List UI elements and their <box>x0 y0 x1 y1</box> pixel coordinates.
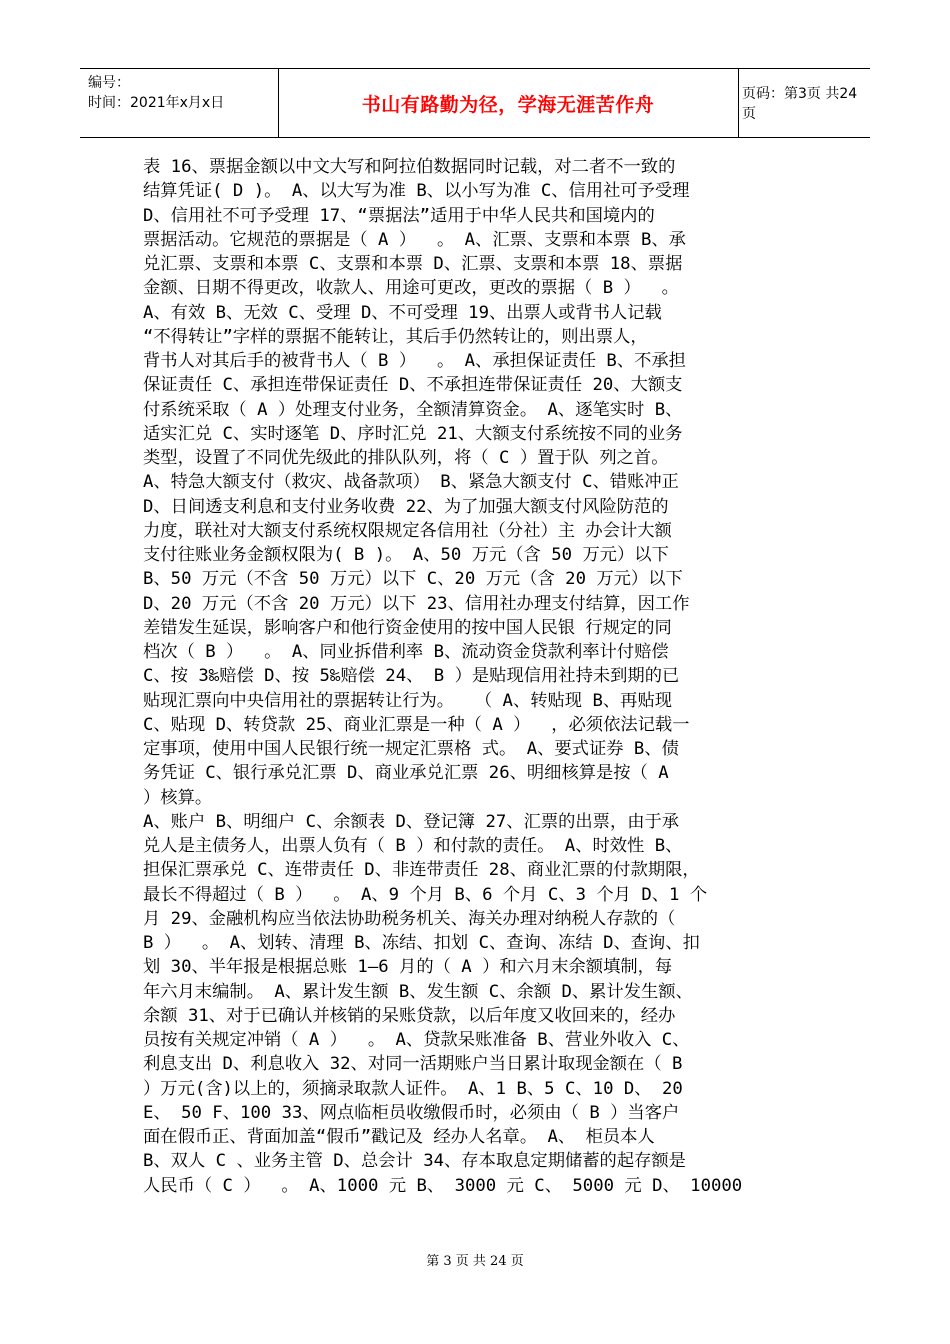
text-line: D、20 万元（不含 20 万元）以下 23、信用社办理支付结算，因工作 <box>143 593 690 614</box>
page-footer: 第 3 页 共 24 页 <box>426 1254 524 1269</box>
text-line: 结算凭证( D )。 A、以大写为准 B、以小写为准 C、信用社可予受理 <box>143 181 690 202</box>
text-line: 付系统采取（ A ）处理支付业务，全额清算资金。 A、逐笔实时 B、 <box>143 399 683 420</box>
text-line: B ） 。 A、划转、清理 B、冻结、扣划 C、查询、冻结 D、查询、扣 <box>143 933 700 953</box>
text-line: 力度，联社对大额支付系统权限规定各信用社（分社）主 办会计大额 <box>143 520 672 541</box>
text-line: 金额、日期不得更改，收款人、用途可更改，更改的票据（ B ） 。 <box>143 278 679 299</box>
text-line: C、按 3‰赔偿 D、按 5‰赔偿 24、 B ）是贴现信用社持未到期的已 <box>143 666 680 687</box>
text-line: A、账户 B、明细户 C、余额表 D、登记簿 27、汇票的出票，由于承 <box>143 811 680 832</box>
text-line: 保证责任 C、承担连带保证责任 D、不承担连带保证责任 20、大额支 <box>143 375 683 396</box>
text-line: 兑汇票、支票和本票 C、支票和本票 D、汇票、支票和本票 18、票据 <box>143 254 683 274</box>
text-line: 支付往账业务金额权限为( B )。 A、50 万元（含 50 万元）以下 <box>143 545 669 565</box>
text-line: 余额 31、对于已确认并核销的呆账贷款，以后年度又收回来的，经办 <box>143 1005 676 1026</box>
header-left <box>88 73 288 113</box>
text-line: 划 30、半年报是根据总账 1—6 月的（ A ）和六月末余额填制，每 <box>143 957 673 978</box>
text-line: B、50 万元（不含 50 万元）以下 C、20 万元（含 20 万元）以下 <box>143 569 683 590</box>
text-line: 表 16、票据金额以中文大写和阿拉伯数据同时记载，对二者不一致的 <box>143 157 676 177</box>
text-line: 差错发生延误，影响客户和他行资金使用的按中国人民银 行规定的同 <box>143 617 672 638</box>
text-line: ）核算。 <box>143 787 213 808</box>
text-line: 定事项，使用中国人民银行统一规定汇票格 式。 A、要式证券 B、债 <box>143 739 679 759</box>
text-line: B、双人 C 、业务主管 D、总会计 34、存本取息定期储蓄的起存额是 <box>143 1151 686 1172</box>
text-line: 兑人是主债务人，出票人负有（ B ）和付款的责任。 A、时效性 B、 <box>143 836 683 856</box>
text-line: 人民币（ C ） 。 A、1000 元 B、 3000 元 C、 5000 元 D、 10000 <box>143 1175 743 1196</box>
header-page-info: 页码：第3页 共24页 <box>742 86 858 122</box>
page-header <box>80 68 870 138</box>
text-line: 担保汇票承兑 C、连带责任 D、非连带责任 28、商业汇票的付款期限， <box>143 860 700 881</box>
text-line: 适实汇兑 C、实时逐笔 D、序时汇兑 21、大额支付系统按不同的业务 <box>143 423 683 444</box>
text-line: ）万元(含)以上的，须摘录取款人证件。 A、1 B、5 C、10 D、 20 <box>143 1078 683 1099</box>
text-line: 贴现汇票向中央信用社的票据转让行为。 （ A、转贴现 B、再贴现 <box>143 690 673 711</box>
header-motto: 书山有路勤为径，学海无涯苦作舟 <box>361 93 655 116</box>
text-line: 背书人对其后手的被背书人（ B ） 。 A、承担保证责任 B、不承担 <box>143 351 686 371</box>
text-line: 票据活动。它规范的票据是（ A ） 。 A、汇票、支票和本票 B、承 <box>143 229 686 250</box>
text-line: 最长不得超过（ B ） 。 A、9 个月 B、6 个月 C、3 个月 D、1 个 <box>143 884 708 905</box>
text-line: A、有效 B、无效 C、受理 D、不可受理 19、出票人或背书人记载 <box>143 302 662 323</box>
header-divider <box>738 69 739 137</box>
text-line: C、贴现 D、转贷款 25、商业汇票是一种（ A ） ，必须依法记载一 <box>143 714 690 735</box>
document-code-label: 编号： <box>88 75 130 91</box>
document-date: 时间：2021年x月x日 <box>88 95 225 111</box>
text-line: 档次（ B ） 。 A、同业拆借利率 B、流动资金贷款利率计付赔偿 <box>143 642 669 662</box>
document-body <box>143 155 811 1198</box>
text-line: 利息支出 D、利息收入 32、对同一活期账户当日累计取现金额在（ B <box>143 1054 683 1075</box>
text-line: 员按有关规定冲销（ A ） 。 A、贷款呆账准备 B、营业外收入 C、 <box>143 1030 690 1050</box>
text-line: A、特急大额支付（救灾、战备款项） B、紧急大额支付 C、错账冲正 <box>143 472 679 493</box>
text-line: 务凭证 C、银行承兑汇票 D、商业承兑汇票 26、明细核算是按（ A <box>143 763 669 784</box>
text-line: 年六月末编制。 A、累计发生额 B、发生额 C、余额 D、累计发生额、 <box>143 981 693 1002</box>
text-line: D、日间透支利息和支付业务收费 22、为了加强大额支付风险防范的 <box>143 496 669 517</box>
text-line: D、信用社不可予受理 17、“票据法”适用于中华人民共和国境内的 <box>143 205 655 226</box>
text-line: 月 29、金融机构应当依法协助税务机关、海关办理对纳税人存款的（ <box>143 908 676 929</box>
text-line: 类型，设置了不同优先级此的排队队列，将（ C ）置于队 列之首。 <box>143 448 669 468</box>
text-line: 面在假币正、背面加盖“假币”戳记及 经办人名章。 A、 柜员本人 <box>143 1127 655 1147</box>
text-line: E、 50 F、100 33、网点临柜员收缴假币时，必须由（ B ）当客户 <box>143 1102 680 1123</box>
text-line: “不得转让”字样的票据不能转让，其后手仍然转让的，则出票人， <box>143 326 648 347</box>
